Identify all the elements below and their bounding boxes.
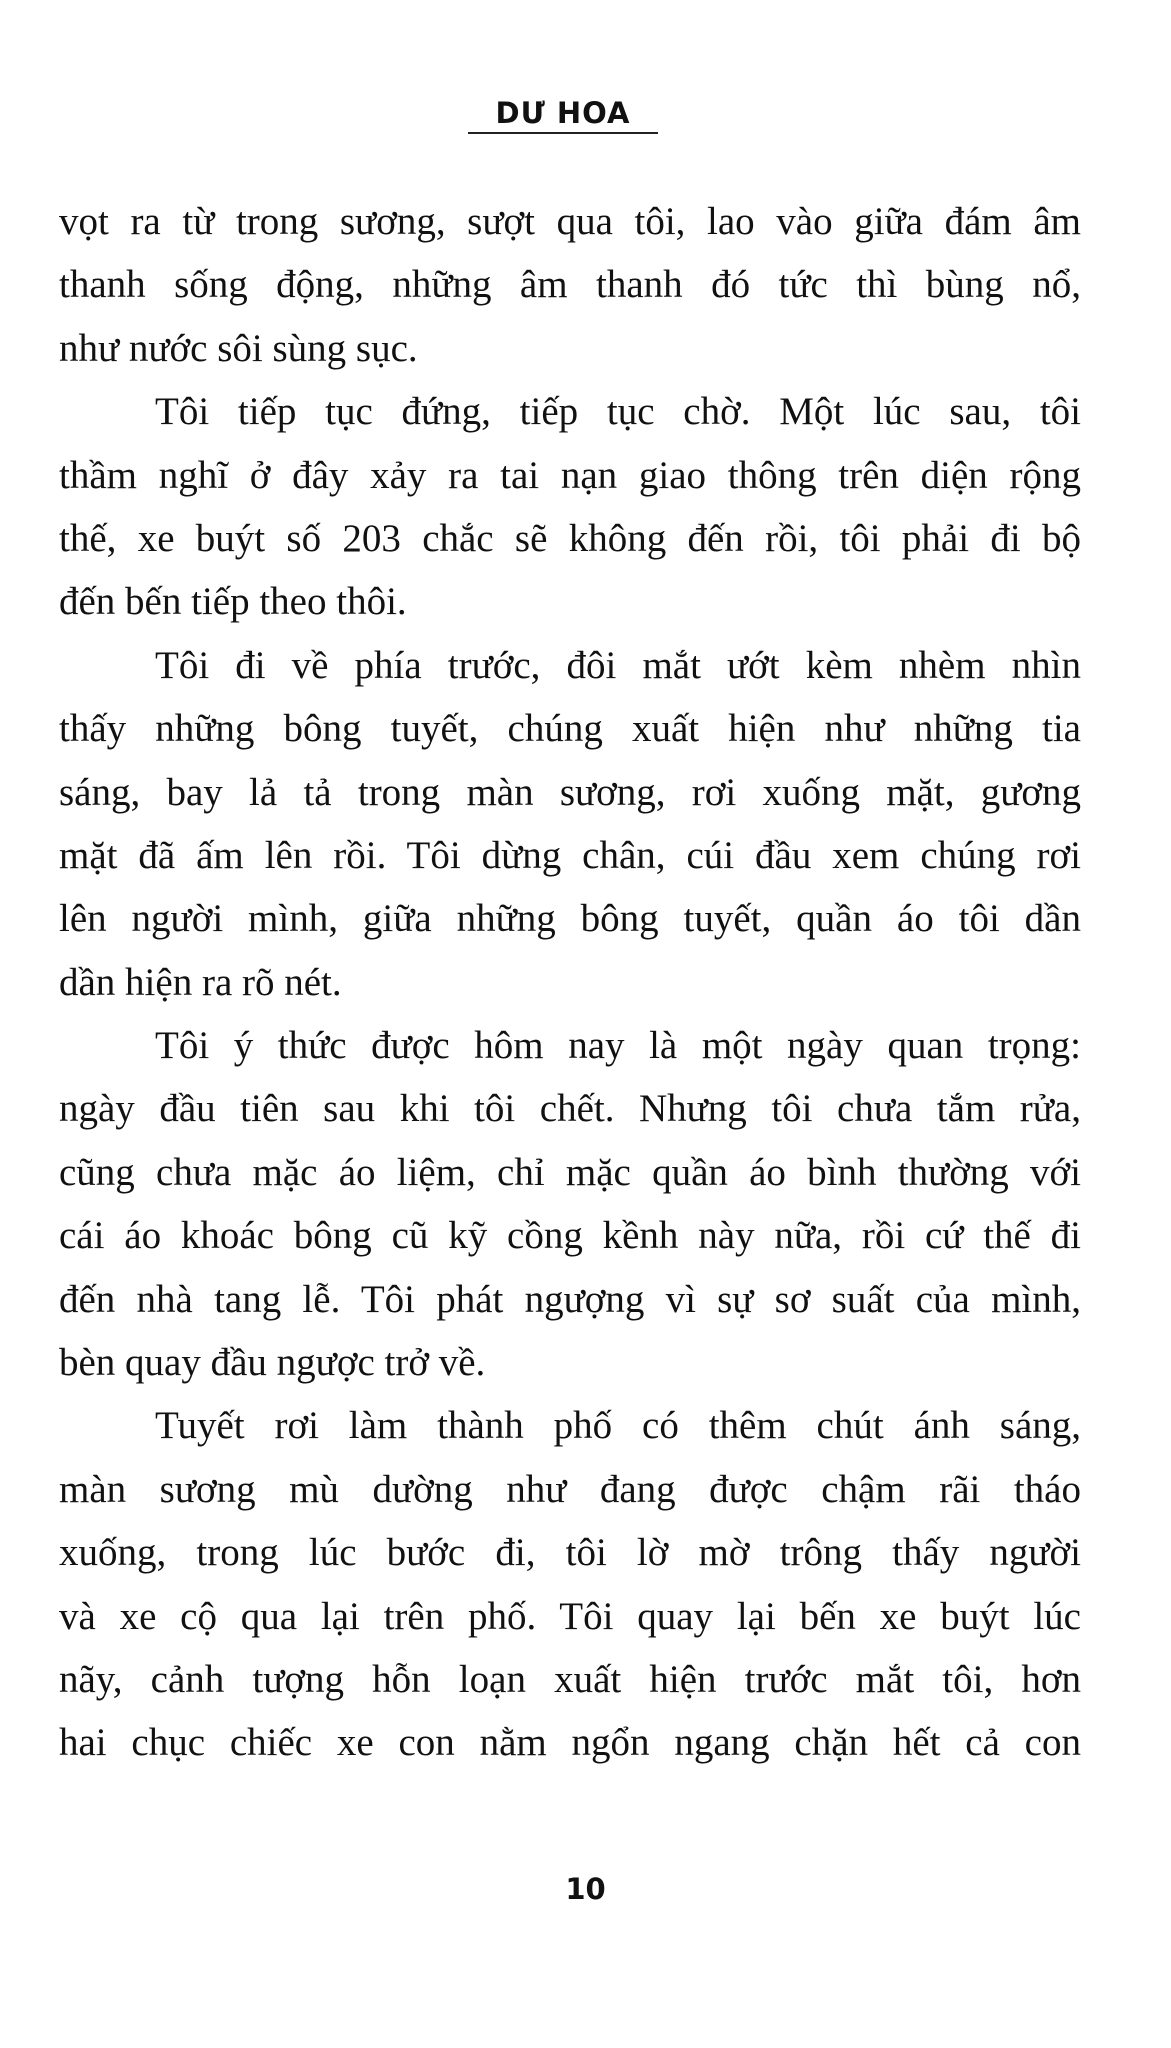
- text-line: cũng chưa mặc áo liệm, chỉ mặc quần áo bình thường với: [59, 1150, 1081, 1194]
- page-number: 10: [565, 1872, 606, 1906]
- text-line: và xe cộ qua lại trên phố. Tôi quay lại bến xe buýt lúc: [59, 1594, 1081, 1638]
- text-line: mặt đã ấm lên rồi. Tôi dừng chân, cúi đầu xem chúng rơi: [59, 833, 1081, 877]
- text-line: cái áo khoác bông cũ kỹ cồng kềnh này nữa, rồi cứ thế đi: [59, 1214, 1081, 1258]
- text-line: đến bến tiếp theo thôi.: [59, 580, 407, 624]
- text-line: thầm nghĩ ở đây xảy ra tai nạn giao thông trên diện rộng: [59, 453, 1081, 497]
- text-line: dần hiện ra rõ nét.: [59, 960, 342, 1004]
- paragraph: [59, 634, 1081, 1014]
- text-line: lên người mình, giữa những bông tuyết, quần áo tôi dần: [59, 897, 1081, 941]
- text-line: Tôi ý thức được hôm nay là một ngày quan trọng:: [155, 1024, 1081, 1068]
- text-line: thấy những bông tuyết, chúng xuất hiện như những tia: [59, 707, 1081, 751]
- paragraph: [59, 1394, 1081, 1774]
- header-underline: [468, 132, 658, 134]
- text-line: bèn quay đầu ngược trở về.: [59, 1341, 486, 1385]
- text-line: vọt ra từ trong sương, sượt qua tôi, lao vào giữa đám âm: [59, 200, 1081, 243]
- text-line: nãy, cảnh tượng hỗn loạn xuất hiện trước mắt tôi, hơn: [59, 1657, 1081, 1701]
- text-line: màn sương mù dường như đang được chậm rãi tháo: [59, 1467, 1081, 1511]
- text-line: ngày đầu tiên sau khi tôi chết. Nhưng tôi chưa tắm rửa,: [59, 1087, 1081, 1131]
- text-line: hai chục chiếc xe con nằm ngổn ngang chặn hết cả con: [59, 1721, 1081, 1765]
- text-line: như nước sôi sùng sục.: [59, 326, 418, 370]
- text-line: Tôi đi về phía trước, đôi mắt ướt kèm nhèm nhìn: [155, 643, 1081, 687]
- text-line: xuống, trong lúc bước đi, tôi lờ mờ trông thấy người: [59, 1531, 1081, 1575]
- text-line: sáng, bay lả tả trong màn sương, rơi xuống mặt, gương: [59, 770, 1081, 814]
- running-header: DƯ HOA: [495, 96, 631, 130]
- text-line: đến nhà tang lễ. Tôi phát ngượng vì sự sơ suất của mình,: [59, 1277, 1081, 1321]
- paragraph: [59, 190, 1081, 380]
- text-line: Tuyết rơi làm thành phố có thêm chút ánh sáng,: [155, 1404, 1081, 1448]
- paragraph: [59, 1014, 1081, 1394]
- text-line: Tôi tiếp tục đứng, tiếp tục chờ. Một lúc sau, tôi: [155, 390, 1081, 434]
- text-line: thanh sống động, những âm thanh đó tức thì bùng nổ,: [59, 263, 1081, 307]
- body-text: [59, 190, 1081, 1775]
- text-line: thế, xe buýt số 203 chắc sẽ không đến rồi, tôi phải đi bộ: [59, 516, 1081, 560]
- paragraph: [59, 380, 1081, 634]
